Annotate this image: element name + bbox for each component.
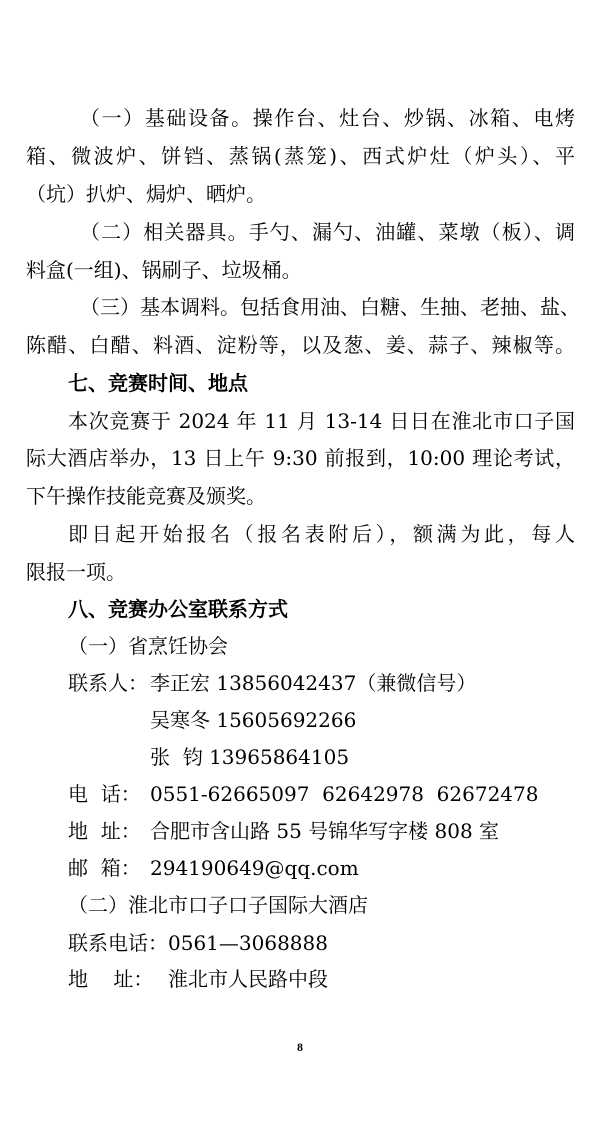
contact-person-1: 李正宏 13856042437（兼微信号） bbox=[150, 671, 477, 695]
time-place-line-1: 本次竞赛于 2024 年 11 月 13-14 日日在淮北市口子国 bbox=[68, 409, 575, 433]
tools-line-1: （二）相关器具。手勺、漏勺、油罐、菜墩（板）、调 bbox=[80, 220, 575, 244]
email-value: 294190649@qq.com bbox=[150, 856, 359, 880]
seasoning-line-1: （三）基本调料。包括食用油、白糖、生抽、老抽、盐、 bbox=[80, 295, 580, 319]
address-value: 合肥市含山路 55 号锦华写字楼 808 室 bbox=[150, 819, 500, 843]
tools-line-2: 料盒(一组)、锅刷子、垃圾桶。 bbox=[26, 258, 302, 282]
page-number: 8 bbox=[297, 1040, 303, 1054]
registration-line-1: 即日起开始报名（报名表附后），额满为此，每人 bbox=[68, 522, 575, 546]
hotel-address-label: 地 址： bbox=[68, 967, 154, 991]
registration-line-2: 限报一项。 bbox=[26, 560, 126, 584]
hotel-phone-label: 联系电话： bbox=[68, 931, 168, 955]
address-label: 地 址： bbox=[68, 819, 141, 843]
time-place-line-2: 际大酒店举办，13 日上午 9:30 前报到，10:00 理论考试， bbox=[26, 446, 575, 470]
org-1-title: （一）省烹饪协会 bbox=[68, 634, 228, 658]
equipment-line-2: 箱、微波炉、饼铛、蒸锅(蒸笼)、西式炉灶（炉头）、平 bbox=[26, 144, 575, 168]
phone-label: 电 话： bbox=[68, 782, 141, 806]
time-place-line-3: 下午操作技能竞赛及颁奖。 bbox=[26, 484, 266, 508]
org-2-title: （二）淮北市口子口子国际大酒店 bbox=[68, 893, 368, 917]
equipment-line-3: （坑）扒炉、焗炉、晒炉。 bbox=[26, 182, 266, 206]
contact-label: 联系人： bbox=[68, 671, 148, 695]
phone-numbers: 0551-62665097 62642978 62672478 bbox=[150, 782, 539, 806]
contact-person-2: 吴寒冬 15605692266 bbox=[150, 708, 357, 732]
contact-person-3: 张 钧 13965864105 bbox=[150, 745, 350, 769]
hotel-phone-value: 0561—3068888 bbox=[168, 931, 328, 955]
equipment-line-1: （一）基础设备。操作台、灶台、炒锅、冰箱、电烤 bbox=[80, 106, 575, 130]
email-label: 邮 箱： bbox=[68, 856, 141, 880]
hotel-address-value: 淮北市人民路中段 bbox=[168, 967, 328, 991]
seasoning-line-2: 陈醋、白醋、料酒、淀粉等，以及葱、姜、蒜子、辣椒等。 bbox=[26, 333, 575, 357]
section-8-heading: 八、竞赛办公室联系方式 bbox=[68, 597, 288, 621]
section-7-heading: 七、竞赛时间、地点 bbox=[68, 371, 248, 395]
